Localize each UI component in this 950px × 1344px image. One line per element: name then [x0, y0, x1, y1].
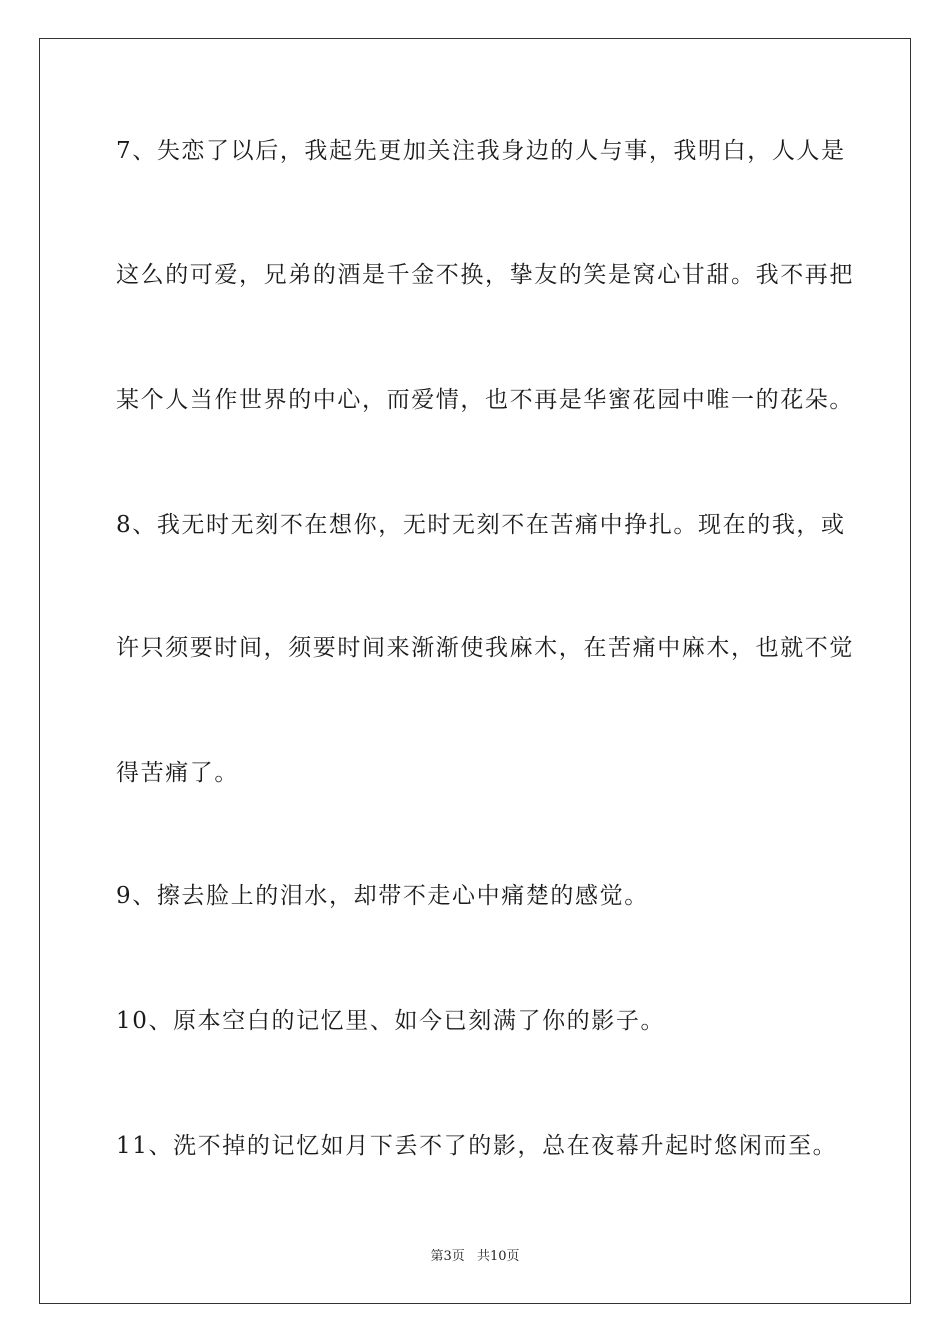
paragraph-line: 10、原本空白的记忆里、如今已刻满了你的影子。: [116, 1008, 666, 1034]
paragraph-line: 某个人当作世界的中心，而爱情，也不再是华蜜花园中唯一的花朵。: [116, 387, 854, 413]
page-total: 共10页: [476, 1249, 520, 1264]
paragraph-line: 11、洗不掉的记忆如月下丢不了的影，总在夜幕升起时悠闲而至。: [116, 1133, 838, 1159]
paragraph-line: 8、我无时无刻不在想你，无时无刻不在苦痛中挣扎。现在的我，或: [116, 512, 846, 538]
paragraph-line: 7、失恋了以后，我起先更加关注我身边的人与事，我明白，人人是: [116, 138, 846, 164]
paragraph-line: 得苦痛了。: [116, 760, 239, 786]
page-number: 第3页: [430, 1249, 465, 1264]
page-border: [39, 38, 911, 1304]
paragraph-line: 9、擦去脸上的泪水，却带不走心中痛楚的感觉。: [116, 883, 649, 909]
paragraph-line: 许只须要时间，须要时间来渐渐使我麻木，在苦痛中麻木，也就不觉: [116, 635, 854, 661]
paragraph-line: 这么的可爱，兄弟的酒是千金不换，挚友的笑是窝心甘甜。我不再把: [116, 262, 854, 288]
page-footer: [0, 1248, 950, 1266]
